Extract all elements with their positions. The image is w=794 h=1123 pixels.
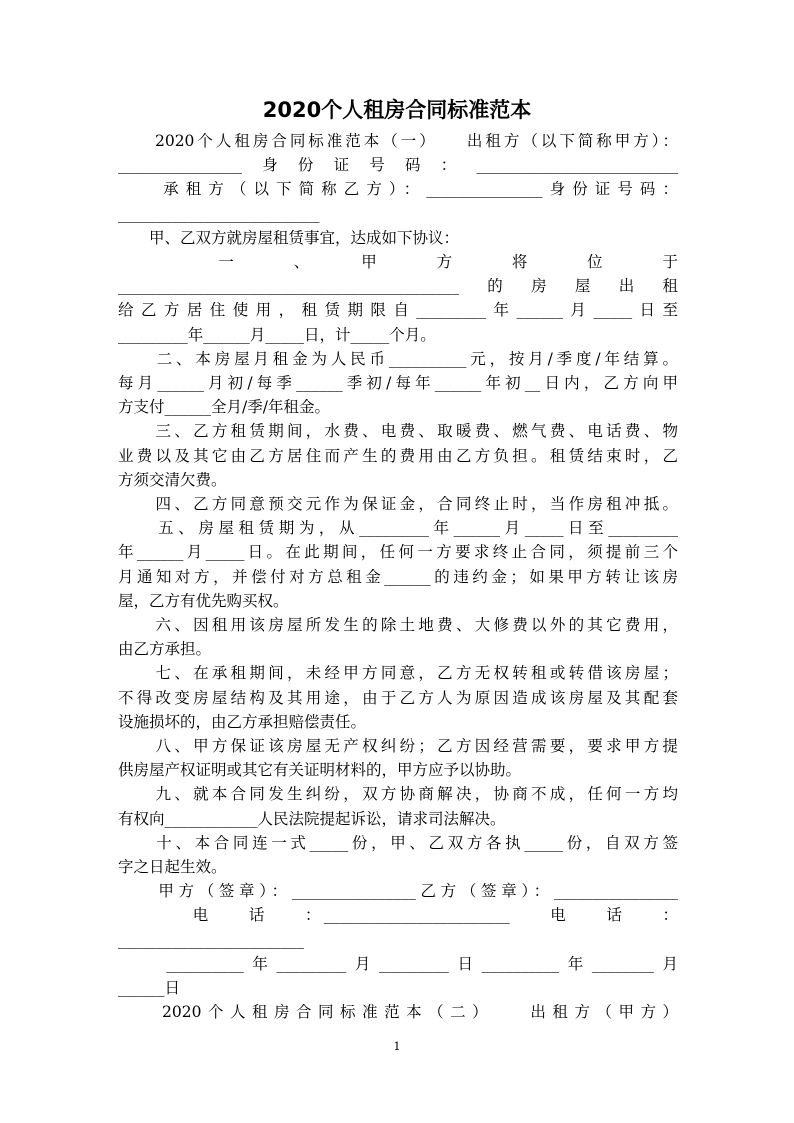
text-line: __________年_________月_________日__________年________月 bbox=[118, 954, 678, 973]
text-line: 甲、乙双方就房屋租赁事宜，达成如下协议： bbox=[118, 228, 460, 247]
text-line: 五、房屋租赁期为，从_________年______月_____日至_________ bbox=[118, 519, 678, 538]
text-line: 由乙方承担。 bbox=[118, 640, 212, 659]
text-line: 电 话 ：________________________ 电 话 ： bbox=[118, 906, 678, 925]
text-line: 承租方（以下简称乙方）：_______________身份证号码： bbox=[118, 180, 678, 199]
text-line: 年______月_____日。在此期间，任何一方要求终止合同，须提前三个 bbox=[118, 543, 678, 562]
text-line: 方支付______全月/季/年租金。 bbox=[118, 398, 330, 417]
text-line: 有权向____________人民法院提起诉讼，请求司法解决。 bbox=[118, 809, 506, 828]
text-line: 设施损坏的，由乙方承担赔偿责任。 bbox=[118, 712, 367, 731]
text-line: 不得改变房屋结构及其用途，由于乙方人为原因造成该房屋及其配套 bbox=[118, 688, 678, 707]
text-line: 给乙方居住使用，租赁期限自_________年______月_____日至 bbox=[118, 301, 678, 320]
text-line: 每月______月初/每季______季初/每年______年初__日内，乙方向甲 bbox=[118, 374, 678, 392]
text-line: 四、乙方同意预交元作为保证金，合同终止时，当作房租冲抵。 bbox=[118, 495, 678, 513]
document-title: 2020个人租房合同标准范本 bbox=[262, 98, 532, 122]
text-line: 三、乙方租赁期间，水费、电费、取暖费、燃气费、电话费、物 bbox=[118, 422, 678, 441]
text-line: 八、甲方保证该房屋无产权纠纷；乙方因经营需要，要求甲方提 bbox=[118, 737, 678, 755]
text-line: ____________________________________________的房屋出租 bbox=[118, 277, 678, 296]
text-line: 七、在承租期间，未经甲方同意，乙方无权转租或转借该房屋； bbox=[118, 664, 678, 683]
text-line: 2020个人租房合同标准范本（一） 出租方（以下简称甲方）： bbox=[118, 132, 678, 150]
text-line: 方须交清欠费。 bbox=[118, 470, 227, 489]
text-line: 月通知对方，并偿付对方总租金______的违约金；如果甲方转让该房 bbox=[118, 567, 678, 586]
text-line: 九、就本合同发生纠纷，双方协商解决，协商不成，任何一方均 bbox=[118, 785, 678, 804]
text-line: 甲方（签章）：________________乙方（签章）：________________ bbox=[118, 882, 678, 901]
text-line: 十、本合同连一式_____份，甲、乙双方各执_____份，自双方签 bbox=[118, 833, 678, 852]
page-number: 1 bbox=[393, 1040, 401, 1053]
text-line: 供房屋产权证明或其它有关证明材料的，甲方应予以协助。 bbox=[118, 761, 522, 780]
text-line: 屋，乙方有优先购买权。 bbox=[118, 591, 289, 610]
text-line: 二、本房屋月租金为人民币__________元，按月/季度/年结算。 bbox=[118, 349, 678, 368]
text-line: 一 、 甲 方 将 位 于 bbox=[118, 253, 678, 271]
text-line: 2020个人租房合同标准范本（二） 出租方（甲方） bbox=[118, 1003, 678, 1022]
text-line: 字之日起生效。 bbox=[118, 858, 227, 876]
text-line: 业费以及其它由乙方居住而产生的费用由乙方负担。租赁结束时，乙 bbox=[118, 446, 678, 465]
text-line: ________________身份证号码：__________________________ bbox=[118, 156, 678, 175]
text-line: __________________________ bbox=[118, 204, 320, 223]
text-line: ______日 bbox=[118, 979, 181, 997]
text-line: 六、因租用该房屋所发生的除土地费、大修费以外的其它费用， bbox=[118, 616, 678, 634]
text-line: _________年______月_____日，计_____个月。 bbox=[118, 325, 436, 344]
text-line: ________________________ bbox=[118, 930, 304, 949]
